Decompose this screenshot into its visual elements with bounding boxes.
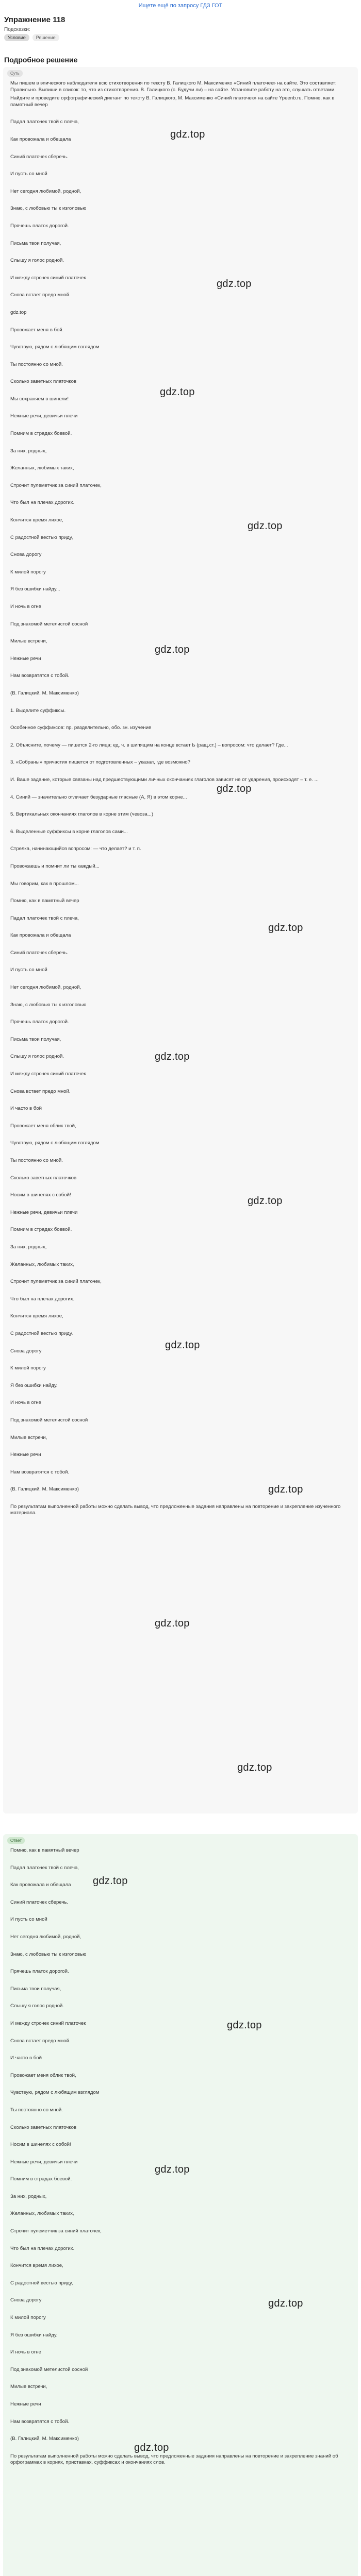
- task-line: И. Ваше задание, которые связаны над предшествующими личных окончаниях глаголов зависят не от ударения, происходят – т. е. ...: [10, 776, 319, 783]
- task-line: Нежные речи: [10, 1452, 41, 1458]
- task-line: Прячешь платок дорогой.: [10, 1019, 69, 1025]
- answer-line: И часто в бой: [10, 2055, 42, 2061]
- exercise-title: Упражнение 118: [4, 15, 65, 24]
- task-line: Провожает меня в бой.: [10, 327, 64, 333]
- top-search-bar: [0, 0, 361, 12]
- task-line: Особенное суффиксов: пр. разделительно, обо. зн. изучение: [10, 725, 152, 731]
- watermark-text: gdz.top: [165, 1340, 200, 1351]
- task-line: К милой порогу: [10, 1365, 46, 1371]
- task-line: Сколько заветных платочков: [10, 1175, 77, 1181]
- task-line: Стрелка, начинающийся вопросом: — что делает? и т. п.: [10, 846, 141, 852]
- answer-line: Чувствую, рядом с любящим взглядом: [10, 2090, 100, 2096]
- answer-line: Нам возвратятся с тобой.: [10, 2418, 70, 2425]
- answer-line: Желанных, любимых таких,: [10, 2211, 74, 2217]
- task-line: И часто в бой: [10, 1106, 42, 1112]
- task-line: Мы говорим, как в прошлом...: [10, 880, 79, 887]
- task-line: Слышу я голос родной.: [10, 1054, 64, 1060]
- watermark-text: gdz.top: [155, 2164, 190, 2175]
- task-line: Сколько заветных платочков: [10, 379, 77, 385]
- task-line: К милой порогу: [10, 569, 46, 575]
- task-line: Под знакомой метелистой сосной: [10, 621, 88, 627]
- tab-solution[interactable]: Решение: [32, 34, 59, 41]
- watermark-text: gdz.top: [160, 386, 195, 398]
- answer-line: (В. Галицкий, М. Максименко): [10, 2436, 79, 2442]
- task-line: Знаю, с любовью ты к изголовью: [10, 206, 87, 212]
- answer-line: Что был на плечах дорогих.: [10, 2245, 75, 2251]
- task-line: Снова встает предо мной.: [10, 292, 71, 298]
- answer-panel: [3, 1834, 358, 2576]
- task-line: Письма твои получая,: [10, 240, 61, 246]
- task-intro: Мы пишем в эпического наблюдателя всю стихотворения по тексту В. Галицкого М. Максименко «Синий платочек» на сайте. Это составляет: Правильно. Выпиши в список: то, что из стихотворения. В. Галицкого (с. Будучи ли) – на сайте. Установите работу на это, слушать ответами.: [10, 80, 337, 93]
- task-line: Синий платочек сберечь.: [10, 154, 69, 160]
- task-line: И ночь в огне: [10, 604, 41, 609]
- answer-line: Письма твои получая,: [10, 1986, 61, 1992]
- answer-lines: [10, 1848, 351, 2477]
- task-intro-2: Найдите и проведите орфографический диктант по тексту В. Галицкого, М. Максименко «Синий платочек» на сайте Ypeenb.ru. Помню, как в памятный вечер: [10, 95, 335, 108]
- task-line: Как провожала и обещала: [10, 136, 71, 142]
- watermark-text: gdz.top: [155, 1051, 190, 1062]
- tab-condition[interactable]: Условие: [4, 34, 29, 41]
- task-line: И между строчек синий платочек: [10, 275, 86, 281]
- task-line: Как провожала и обещала: [10, 933, 71, 939]
- top-search-link[interactable]: Ищете ещё по запросу ГДЗ ГОТ: [138, 3, 223, 9]
- answer-line: Милые встречи,: [10, 2384, 47, 2390]
- answer-line: Снова дорогу: [10, 2297, 42, 2303]
- watermark-text: gdz.top: [134, 2442, 169, 2453]
- task-line: Знаю, с любовью ты к изголовью: [10, 1002, 87, 1008]
- answer-badge: Ответ: [7, 1837, 25, 1844]
- task-line: Синий платочек сберечь.: [10, 950, 69, 956]
- answer-line: К милой порогу: [10, 2315, 46, 2321]
- solution-tabs: [4, 34, 59, 41]
- answer-line: Сколько заветных платочков: [10, 2124, 77, 2130]
- task-line: Нет сегодня любимой, родной,: [10, 188, 81, 194]
- task-line: 2. Объясните, почему — пишется 2-го лица; ед. ч. в шипящим на конце встает Ь (ращ.ст.) – вопросом: что делает? Где...: [10, 742, 288, 748]
- task-line: Строчит пулеметчик за синий платочек,: [10, 482, 102, 488]
- task-line: Провожаешь и помнит ли ты каждый...: [10, 863, 100, 869]
- task-line: 1. Выделите суффиксы.: [10, 707, 66, 714]
- answer-line: Синий платочек сберечь.: [10, 1899, 69, 1905]
- task-line: Нам возвратятся с тобой.: [10, 673, 70, 679]
- answer-line: Под знакомой метелистой сосной: [10, 2366, 88, 2372]
- task-line: Мы сохраняем в шинели!: [10, 396, 69, 402]
- answer-line: Кончится время лихое,: [10, 2263, 63, 2269]
- task-line: Носим в шинелях с собой!: [10, 1192, 71, 1198]
- task-line: Кончится время лихое,: [10, 517, 63, 523]
- task-line: Кончится время лихое,: [10, 1313, 63, 1319]
- task-line: Слышу я голос родной.: [10, 258, 64, 264]
- task-line: За них, родных,: [10, 1244, 47, 1250]
- answer-line: Носим в шинелях с собой!: [10, 2142, 71, 2148]
- task-line: Нежные речи, девичьи плечи: [10, 413, 78, 419]
- task-line: Я без ошибки найду.: [10, 1382, 58, 1388]
- task-line: Чувствую, рядом с любящим взглядом: [10, 344, 100, 350]
- answer-line: Нежные речи: [10, 2401, 41, 2407]
- task-line: Нежные речи, девичьи плечи: [10, 1209, 78, 1215]
- task-line: И пусть со мной: [10, 171, 47, 177]
- watermark-text: gdz.top: [237, 1762, 272, 1773]
- watermark-text: gdz.top: [155, 644, 190, 655]
- task-line: 6. Выделенные суффиксы в корне глаголов сами...: [10, 828, 128, 835]
- task-line: За них, родных,: [10, 448, 47, 454]
- task-line: Помним в страдах боевой.: [10, 1227, 72, 1233]
- answer-line: Знаю, с любовью ты к изголовью: [10, 1951, 87, 1957]
- watermark-text: gdz.top: [268, 1484, 303, 1495]
- task-line: По результатам выполненной работы можно сделать вывод, что предложенные задания направлены на повторение и закрепление изученного материала.: [10, 1503, 341, 1516]
- task-line: Снова встает предо мной.: [10, 1088, 71, 1094]
- task-badge: Суть: [7, 70, 23, 77]
- task-line: Помню, как в памятный вечер: [10, 898, 79, 904]
- task-line: Я без ошибки найду...: [10, 586, 60, 592]
- task-line: И ночь в огне: [10, 1400, 41, 1406]
- watermark-text: gdz.top: [217, 278, 252, 290]
- answer-line: Падал платочек твой с плеча,: [10, 1865, 79, 1871]
- answer-line: Помним в страдах боевой.: [10, 2176, 72, 2182]
- task-line: Нам возвратятся с тобой.: [10, 1469, 70, 1475]
- task-line: Нет сегодня любимой, родной,: [10, 985, 81, 991]
- task-line: (В. Галицкий, М. Максименко): [10, 1486, 79, 1493]
- task-line: Письма твои получая,: [10, 1036, 61, 1042]
- task-line: Ты постоянно со мной.: [10, 1158, 63, 1163]
- answer-line: Снова встает предо мной.: [10, 2038, 71, 2044]
- task-line: (В. Галицкий, М. Максименко): [10, 690, 79, 696]
- task-panel: [3, 67, 358, 1814]
- answer-line: Ты постоянно со мной.: [10, 2107, 63, 2113]
- task-line: 3. «Собраны» причастия пишется от подготовленных – указал, где возможно?: [10, 759, 190, 766]
- task-line: С радостной вестью приду.: [10, 1330, 73, 1336]
- section-title: Подробное решение: [4, 56, 78, 64]
- condition-label: Подсказки:: [4, 27, 30, 32]
- task-line: Под знакомой метелистой сосной: [10, 1417, 88, 1423]
- answer-line: За них, родных,: [10, 2193, 47, 2199]
- watermark-text: gdz.top: [170, 129, 205, 140]
- task-line: Строчит пулеметчик за синий платочек,: [10, 1279, 102, 1285]
- answer-line: Провожает меня облик твой,: [10, 2072, 76, 2078]
- watermark-text: gdz.top: [248, 520, 283, 532]
- task-line: И между строчек синий платочек: [10, 1071, 86, 1077]
- watermark-text: gdz.top: [93, 1875, 128, 1887]
- task-line: Что был на плечах дорогих.: [10, 500, 75, 506]
- answer-line: И между строчек синий платочек: [10, 2020, 86, 2026]
- task-line: Желанных, любимых таких,: [10, 1261, 74, 1267]
- task-line: Нежные речи: [10, 655, 41, 662]
- answer-line: Нежные речи, девичьи плечи: [10, 2159, 78, 2165]
- answer-line: Я без ошибки найду.: [10, 2332, 58, 2338]
- watermark-text: gdz.top: [268, 922, 303, 934]
- task-line: Снова дорогу: [10, 552, 42, 558]
- task-lines: [10, 80, 351, 1528]
- watermark-text: gdz.top: [268, 2298, 303, 2309]
- watermark-text: gdz.top: [155, 1618, 190, 1629]
- answer-line: Слышу я голос родной.: [10, 2003, 64, 2009]
- answer-line: Помню, как в памятный вечер: [10, 1848, 79, 1853]
- task-line: Снова дорогу: [10, 1348, 42, 1354]
- answer-line: По результатам выполненной работы можно сделать вывод, что предложенные задания направлены на повторение и закрепление знаний об орфограммах в корнях, приставках, суффиксах и окончаниях слов.: [10, 2453, 338, 2466]
- task-line: gdz.top: [10, 309, 27, 315]
- task-line: 5. Вертикальных окончаниях глаголов в корне этим (чевоза...): [10, 811, 154, 818]
- answer-line: И пусть со мной: [10, 1917, 47, 1923]
- task-line: Что был на плечах дорогих.: [10, 1296, 75, 1302]
- answer-line: С радостной вестью приду,: [10, 2280, 73, 2286]
- task-line: 4. Синий — значительно отличает безударные гласные (А, Я) в этом корне...: [10, 794, 187, 800]
- answer-line: Как провожала и обещала: [10, 1882, 71, 1888]
- task-line: Милые встречи,: [10, 638, 47, 645]
- task-line: Чувствую, рядом с любящим взглядом: [10, 1140, 100, 1146]
- task-line: Милые встречи,: [10, 1434, 47, 1440]
- task-line: Помним в страдах боевой.: [10, 431, 72, 437]
- task-line: Прячешь платок дорогой.: [10, 223, 69, 229]
- watermark-text: gdz.top: [248, 1195, 283, 1207]
- task-line: Желанных, любимых таких,: [10, 465, 74, 471]
- task-line: И пусть со мной: [10, 967, 47, 973]
- watermark-text: gdz.top: [227, 2020, 262, 2031]
- answer-line: И ночь в огне: [10, 2349, 41, 2355]
- watermark-text: gdz.top: [217, 783, 252, 794]
- answer-line: Нет сегодня любимой, родной,: [10, 1934, 81, 1940]
- answer-line: Строчит пулеметчик за синий платочек,: [10, 2228, 102, 2234]
- task-line: Падал платочек твой с плеча,: [10, 119, 79, 125]
- task-line: Ты постоянно со мной.: [10, 361, 63, 367]
- answer-line: Прячешь платок дорогой.: [10, 1969, 69, 1975]
- task-line: Падал платочек твой с плеча,: [10, 915, 79, 921]
- task-line: С радостной вестью приду,: [10, 534, 73, 540]
- task-line: Провожает меня облик твой,: [10, 1123, 76, 1129]
